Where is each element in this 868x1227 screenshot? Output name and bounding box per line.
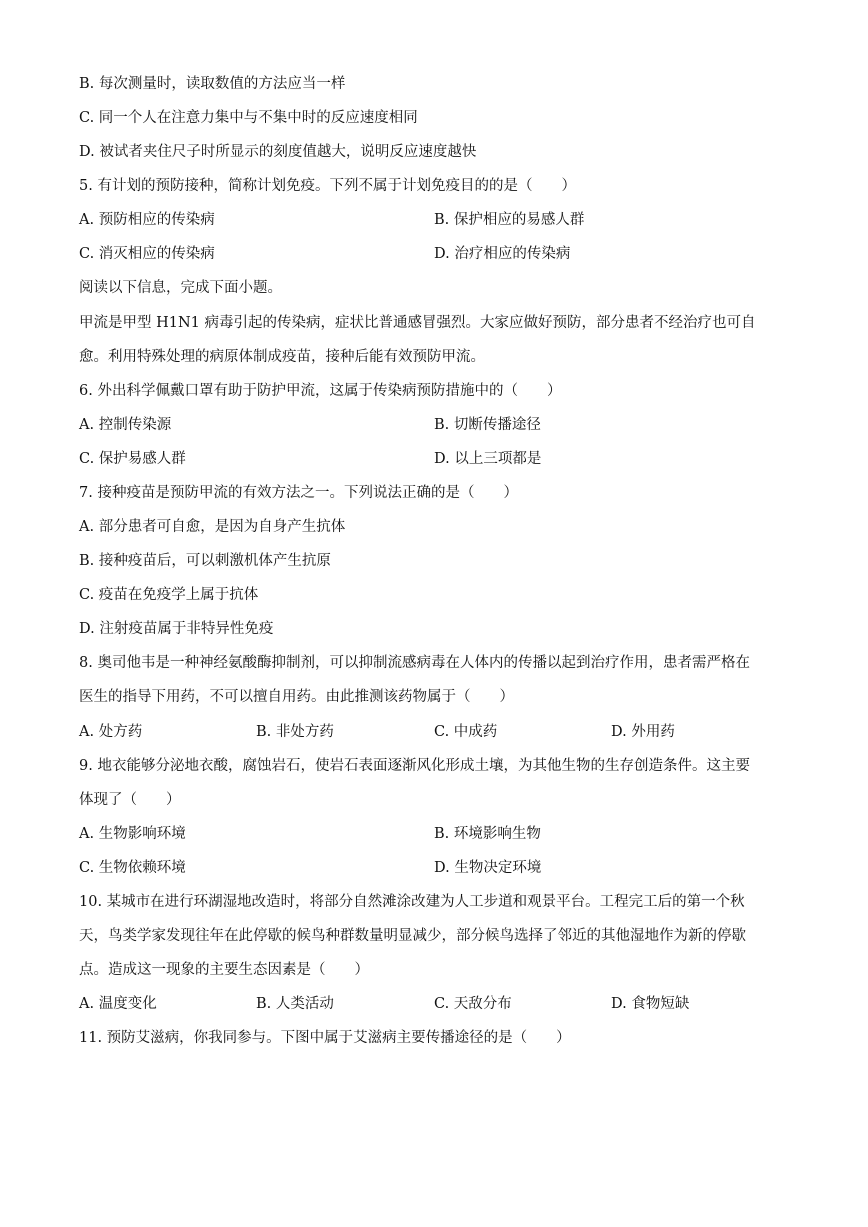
q7-option-a: A. 部分患者可自愈，是因为自身产生抗体 [79, 519, 346, 535]
q8-stem-line2: 医生的指导下用药，不可以擅自用药。由此推测该药物属于（ ） [79, 689, 514, 705]
q10-stem-line3: 点。造成这一现象的主要生态因素是（ ） [79, 962, 369, 978]
q5-option-d: D. 治疗相应的传染病 [434, 246, 571, 262]
q5-options-row2 [79, 244, 790, 264]
q7-option-b: B. 接种疫苗后，可以刺激机体产生抗原 [79, 553, 331, 569]
reading-paragraph-line1: 甲流是甲型 H1N1 病毒引起的传染病，症状比普通感冒强烈。大家应做好预防，部分患者不经治疗也可自 [79, 315, 756, 331]
q8-option-a: A. 处方药 [79, 724, 143, 740]
q6-options-row1 [79, 415, 790, 435]
q4-option-b: B. 每次测量时，读取数值的方法应当一样 [79, 76, 346, 92]
q9-option-a: A. 生物影响环境 [79, 826, 186, 842]
q9-option-d: D. 生物决定环境 [434, 860, 542, 876]
q6-stem: 6. 外出科学佩戴口罩有助于防护甲流，这属于传染病预防措施中的（ ） [79, 383, 562, 399]
q6-options-row2 [79, 449, 790, 469]
q10-option-a: A. 温度变化 [79, 996, 157, 1012]
q6-option-b: B. 切断传播途径 [434, 417, 541, 433]
q10-option-b: B. 人类活动 [256, 996, 334, 1012]
q6-option-a: A. 控制传染源 [79, 417, 172, 433]
q10-stem-line1: 10. 某城市在进行环湖湿地改造时，将部分自然滩涂改建为人工步道和观景平台。工程完工后的第一个秋 [79, 894, 745, 910]
q4-option-d: D. 被试者夹住尺子时所显示的刻度值越大，说明反应速度越快 [79, 144, 477, 160]
q5-option-b: B. 保护相应的易感人群 [434, 212, 585, 228]
q10-stem-line2: 天，鸟类学家发现往年在此停歇的候鸟种群数量明显减少，部分候鸟选择了邻近的其他湿地作为新的停歇 [79, 928, 746, 944]
q9-option-c: C. 生物依赖环境 [79, 860, 186, 876]
q10-option-c: C. 天敌分布 [434, 996, 512, 1012]
q4-option-c: C. 同一个人在注意力集中与不集中时的反应速度相同 [79, 110, 418, 126]
q5-stem: 5. 有计划的预防接种，简称计划免疫。下列不属于计划免疫目的的是（ ） [79, 178, 576, 194]
q9-options-row2 [79, 858, 790, 878]
q7-stem: 7. 接种疫苗是预防甲流的有效方法之一。下列说法正确的是（ ） [79, 485, 518, 501]
q5-options-row1 [79, 210, 790, 230]
q7-option-d: D. 注射疫苗属于非特异性免疫 [79, 621, 274, 637]
q7-option-c: C. 疫苗在免疫学上属于抗体 [79, 587, 259, 603]
q5-option-a: A. 预防相应的传染病 [79, 212, 215, 228]
reading-intro: 阅读以下信息，完成下面小题。 [79, 280, 282, 296]
q11-stem: 11. 预防艾滋病，你我同参与。下图中属于艾滋病主要传播途径的是（ ） [79, 1030, 571, 1046]
q5-option-c: C. 消灭相应的传染病 [79, 246, 215, 262]
q10-option-d: D. 食物短缺 [611, 996, 690, 1012]
reading-paragraph-line2: 愈。利用特殊处理的病原体制成疫苗，接种后能有效预防甲流。 [79, 349, 485, 365]
q8-option-c: C. 中成药 [434, 724, 498, 740]
q8-option-b: B. 非处方药 [256, 724, 334, 740]
q6-option-c: C. 保护易感人群 [79, 451, 186, 467]
q9-stem-line2: 体现了（ ） [79, 792, 181, 808]
q9-option-b: B. 环境影响生物 [434, 826, 541, 842]
q8-stem-line1: 8. 奥司他韦是一种神经氨酸酶抑制剂，可以抑制流感病毒在人体内的传播以起到治疗作用，患者需严格在 [79, 655, 750, 671]
q9-stem-line1: 9. 地衣能够分泌地衣酸，腐蚀岩石，使岩石表面逐渐风化形成土壤，为其他生物的生存创造条件。这主要 [79, 758, 750, 774]
q9-options-row1 [79, 824, 790, 844]
q8-option-d: D. 外用药 [611, 724, 675, 740]
q8-options-row [79, 722, 790, 742]
q6-option-d: D. 以上三项都是 [434, 451, 542, 467]
q10-options-row [79, 994, 790, 1014]
